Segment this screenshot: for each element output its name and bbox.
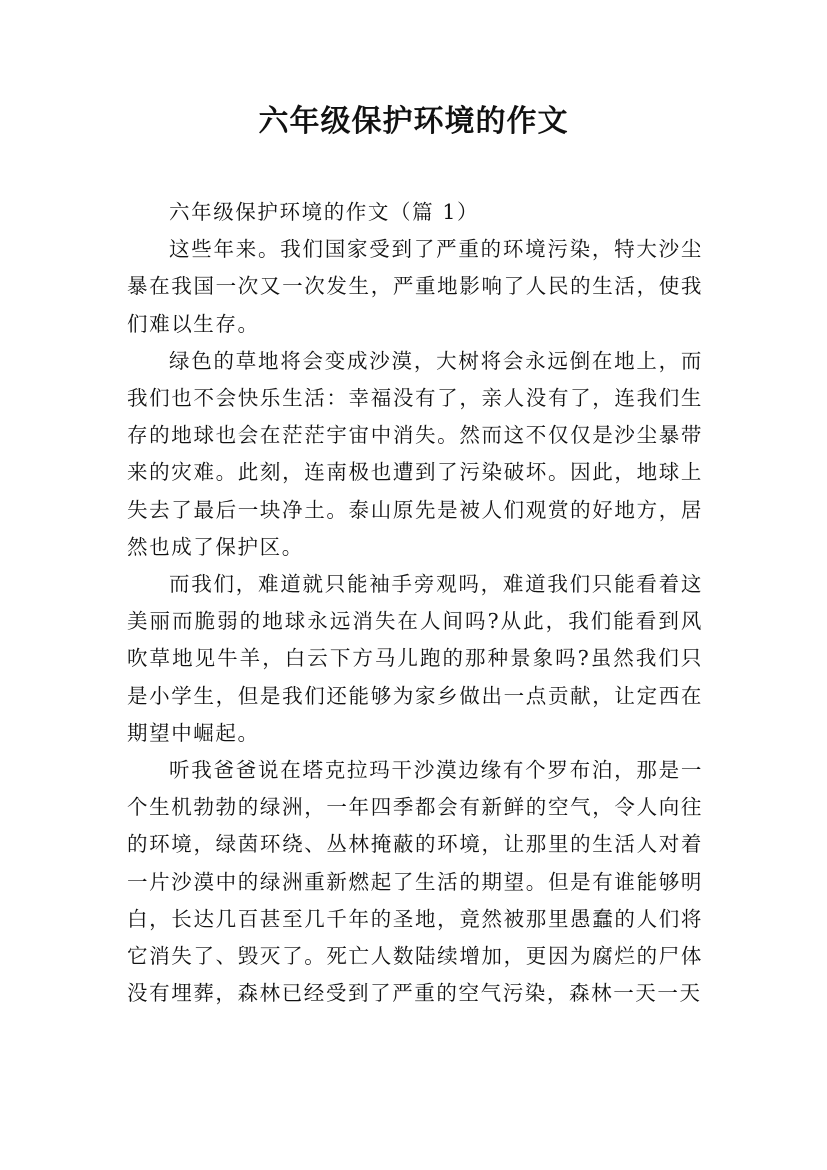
- document-body: [127, 194, 703, 1012]
- document-title: 六年级保护环境的作文: [258, 104, 569, 139]
- section-subtitle: 六年级保护环境的作文（篇 1）: [169, 200, 480, 224]
- paragraph-1: 这些年来。我们国家受到了严重的环境污染，特大沙尘暴在我国一次又一次发生，严重地影响了人民的生活，使我们难以生存。: [127, 237, 703, 336]
- paragraph-2: 绿色的草地将会变成沙漠，大树将会永远倒在地上，而我们也不会快乐生活：幸福没有了，亲人没有了，连我们生存的地球也会在茫茫宇宙中消失。然而这不仅仅是沙尘暴带来的灾难。此刻，连南极也遭到了污染破坏。因此，地球上失去了最后一块净土。泰山原先是被人们观赏的好地方，居然也成了保护区。: [127, 348, 703, 559]
- paragraph-4: 听我爸爸说在塔克拉玛干沙漠边缘有个罗布泊，那是一个生机勃勃的绿洲，一年四季都会有新鲜的空气，令人向往的环境，绿茵环绕、丛林掩蔽的环境，让那里的生活人对着一片沙漠中的绿洲重新燃起了生活的期望。但是有谁能够明白，长达几百甚至几千年的圣地，竟然被那里愚蠢的人们将它消失了、毁灭了。死亡人数陆续增加，更因为腐烂的尸体没有埋葬，森林已经受到了严重的空气污染，森林一天一天: [127, 758, 703, 1006]
- paragraph-3: 而我们，难道就只能袖手旁观吗，难道我们只能看着这美丽而脆弱的地球永远消失在人间吗?从此，我们能看到风吹草地见牛羊，白云下方马儿跑的那种景象吗?虽然我们只是小学生，但是我们还能够为家乡做出一点贡献，让定西在期望中崛起。: [127, 572, 703, 745]
